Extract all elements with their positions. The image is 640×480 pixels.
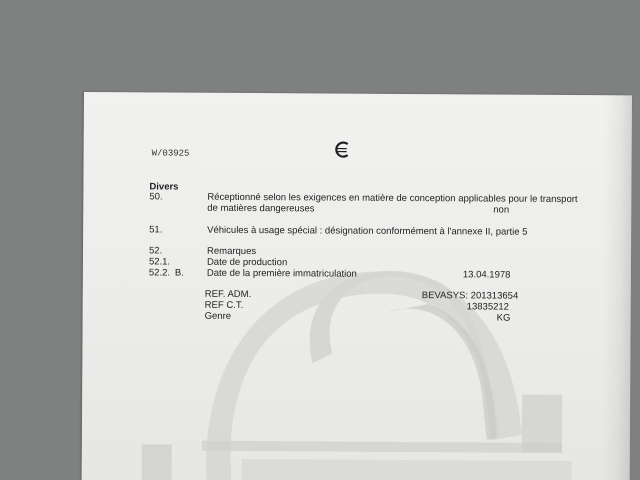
row-50-label-line2: de matières dangereuses xyxy=(207,202,315,215)
genre-label: Genre xyxy=(204,310,232,322)
row-52-1-label: Date de production xyxy=(206,256,288,269)
section-title: Divers xyxy=(149,181,179,193)
ref-adm-value: BEVASYS: 201313654 xyxy=(421,290,519,302)
row-51-label: Véhicules à usage spécial : désignation conformément à l'annexe II, partie 5 xyxy=(207,224,528,238)
row-52-2-number: 52.2. xyxy=(148,267,171,279)
genre-value: KG xyxy=(496,312,511,324)
ref-adm-label: REF. ADM. xyxy=(204,288,252,301)
row-51-number: 51. xyxy=(149,224,163,236)
row-52-2-label: Date de la première immatriculation xyxy=(206,267,357,280)
row-52-2-value: 13.04.1978 xyxy=(462,269,511,281)
euro-c-logo-icon xyxy=(334,140,354,160)
row-50-value: non xyxy=(493,204,510,216)
ref-ct-label: REF C.T. xyxy=(204,299,244,311)
row-52-number: 52. xyxy=(148,245,163,257)
row-50-label-line1: Réceptionné selon les exigences en matière de conception applicables pour le transport xyxy=(207,191,578,206)
reference-code: W/03925 xyxy=(151,148,190,159)
row-52-label: Remarques xyxy=(206,245,257,258)
row-52-1-number: 52.1. xyxy=(148,256,171,268)
ref-ct-value: 13835212 xyxy=(466,301,510,313)
row-52-2-sub: B. xyxy=(174,267,184,279)
paper-shadow-edge xyxy=(602,95,632,480)
row-50-number: 50. xyxy=(149,191,163,203)
document-page xyxy=(82,92,632,480)
